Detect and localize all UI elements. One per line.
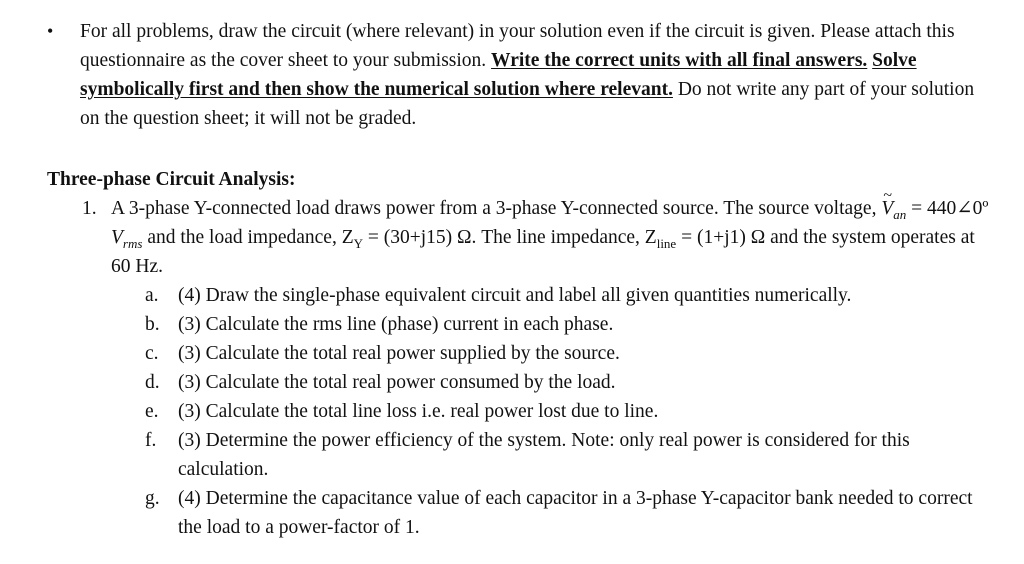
part-text: (3) Calculate the total real power supplied by the source. [178, 343, 620, 364]
part-letter: f. [145, 430, 157, 451]
list-item [145, 397, 995, 426]
list-item [145, 281, 995, 310]
instructions-text-3: Do not write any part of your solution on the question sheet; it will not be graded. [80, 79, 975, 129]
part-text: (3) Determine the power efficiency of the system. Note: only real power is considered for this calculation. [178, 430, 910, 480]
list-item [145, 339, 995, 368]
part-letter: c. [145, 343, 159, 364]
question-intro-1: A 3-phase Y-connected load draws power from a 3-phase Y-connected source. The source voltage, [111, 198, 882, 219]
instructions-text-1: For all problems, draw the circuit (where relevant) in your solution even if the circuit is given. Please attach this questionnaire as the cover sheet to your submission. [80, 21, 955, 71]
source-voltage-subscript: an [893, 206, 907, 222]
part-letter: d. [145, 372, 160, 393]
question-parts [145, 281, 995, 542]
list-item [145, 368, 995, 397]
line-impedance-subscript: line [656, 235, 677, 251]
part-letter: e. [145, 401, 159, 422]
source-voltage-symbol: ~ V [881, 194, 893, 223]
voltage-unit-subscript: rms [122, 235, 143, 251]
part-text: (4) Draw the single-phase equivalent circuit and label all given quantities numerically. [178, 285, 852, 306]
part-text: (3) Calculate the total real power consumed by the load. [178, 372, 616, 393]
question-intro-4: = (1+j1) Ω and the system operates at 60 Hz. [111, 227, 975, 277]
part-text: (4) Determine the capacitance value of each capacitor in a 3-phase Y-capacitor bank needed to correct the load to a power-factor of 1. [178, 488, 973, 538]
part-letter: g. [145, 488, 160, 509]
part-text: (3) Calculate the total line loss i.e. real power lost due to line. [178, 401, 659, 422]
bullet-marker: • [47, 21, 54, 41]
list-item [145, 484, 995, 542]
question-statement [111, 194, 991, 281]
list-item [145, 310, 995, 339]
question-intro-3: = (30+j15) Ω. The line impedance, Z [363, 227, 657, 248]
load-impedance-subscript: Y [353, 235, 363, 251]
part-letter: a. [145, 285, 159, 306]
question-number: 1. [82, 198, 97, 219]
section-heading: Three-phase Circuit Analysis: [47, 169, 296, 190]
instructions-symbolic-emphasis: Solve symbolically first and then show the numerical solution where relevant. [80, 50, 917, 100]
instructions-units-emphasis: Write the correct units with all final answers. [491, 50, 868, 71]
part-letter: b. [145, 314, 160, 335]
instructions-paragraph [80, 17, 985, 133]
part-text: (3) Calculate the rms line (phase) current in each phase. [178, 314, 614, 335]
voltage-unit: V [111, 227, 123, 248]
list-item [145, 426, 995, 484]
source-voltage-value: = 440∠0º [906, 198, 989, 219]
question-intro-2: and the load impedance, Z [142, 227, 354, 248]
